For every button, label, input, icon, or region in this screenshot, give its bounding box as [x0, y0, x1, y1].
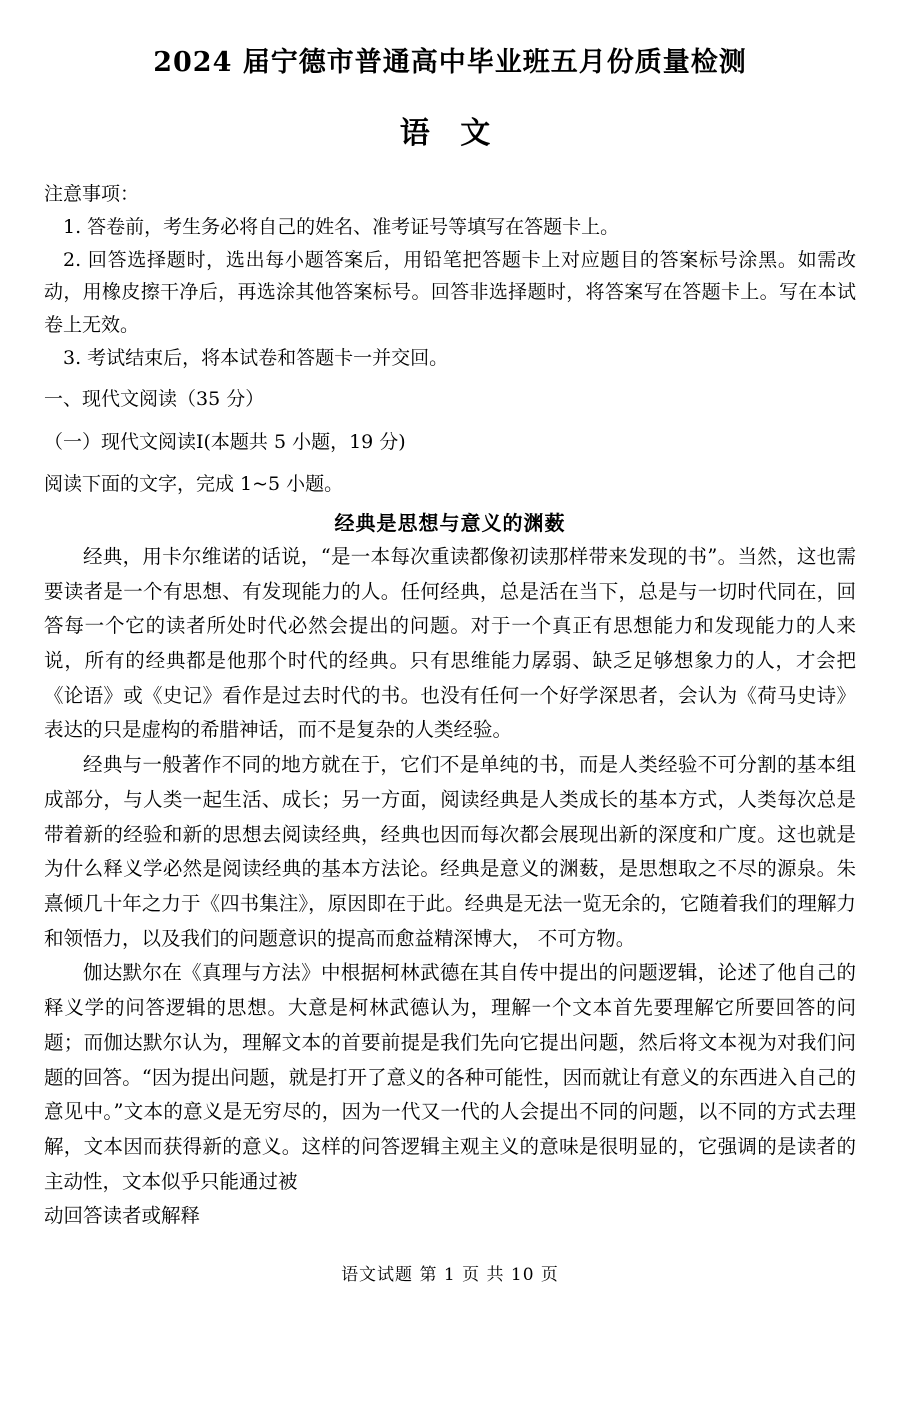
section-sub-one: （一）现代文阅读Ⅰ(本题共 5 小题，19 分): [44, 430, 406, 453]
article-paragraph: 经典与一般著作不同的地方就在于，它们不是单纯的书，而是人类经验不可分割的基本组成部分，与人类一起生活、成长；另一方面，阅读经典是人类成长的基本方式，人类每次总是带着新的经验和新的思想去阅读经典，经典也因而每次都会展现出新的深度和广度。这也就是为什么释义学必然是阅读经典的基本方法论。经典是意义的渊薮，是思想取之不尽的源泉。朱熹倾几十年之力于《四书集注》，原因即在于此。经典是无法一览无余的，它随着我们的理解力和领悟力，以及我们的问题意识的提高而愈益精深博大， 不可方物。: [44, 753, 856, 950]
page-footer: 语文试题 第 1 页 共 10 页: [341, 1265, 559, 1286]
reading-instruction: 阅读下面的文字，完成 1~5 小题。: [44, 472, 344, 495]
notice-heading: 注意事项：: [44, 182, 140, 205]
notice-item-3: 3. 考试结束后，将本试卷和答题卡一并交回。: [63, 346, 449, 369]
section-part-one: 一、现代文阅读（35 分）: [44, 388, 265, 411]
notice-item-1: 1. 答卷前，考生务必将自己的姓名、准考证号等填写在答题卡上。: [63, 216, 620, 239]
notice-item-2: 2. 回答选择题时，选出每小题答案后，用铅笔把答题卡上对应题目的答案标号涂黑。如需改动，用橡皮擦干净后，再选涂其他答案标号。回答非选择题时，将答案写在答题卡上。写在本试卷上无效。: [44, 248, 856, 337]
article-paragraph-tail: 动回答读者或解释: [44, 1204, 201, 1228]
article-paragraph: 伽达默尔在《真理与方法》中根据柯林武德在其自传中提出的问题逻辑，论述了他自己的释义学的问答逻辑的思想。大意是柯林武德认为，理解一个文本首先要理解它所要回答的问题；而伽达默尔认为，理解文本的首要前提是我们先向它提出问题，然后将文本视为对我们问题的回答。“因为提出问题，就是打开了意义的各种可能性，因而就让有意义的东西进入自己的意见中。”文本的意义是无穷尽的，因为一代又一代的人会提出不同的问题，以不同的方式去理解，文本因而获得新的意义。这样的问答逻辑主观主义的意味是很明显的，它强调的是读者的主动性，文本似乎只能通过被: [44, 961, 856, 1193]
subject-title: 语 文: [399, 115, 501, 151]
page-title: 2024 届宁德市普通高中毕业班五月份质量检测: [153, 47, 747, 78]
article-paragraph: 经典，用卡尔维诺的话说，“是一本每次重读都像初读那样带来发现的书”。当然，这也需要读者是一个有思想、有发现能力的人。任何经典，总是活在当下，总是与一切时代同在，回答每一个它的读者所处时代必然会提出的问题。对于一个真正有思想能力和发现能力的人来说，所有的经典都是他那个时代的经典。只有思维能力孱弱、缺乏足够想象力的人，才会把《论语》或《史记》看作是过去时代的书。也没有任何一个好学深思者，会认为《荷马史诗》表达的只是虚构的希腊神话，而不是复杂的人类经验。: [44, 544, 856, 742]
article-title: 经典是思想与意义的渊薮: [334, 510, 566, 535]
